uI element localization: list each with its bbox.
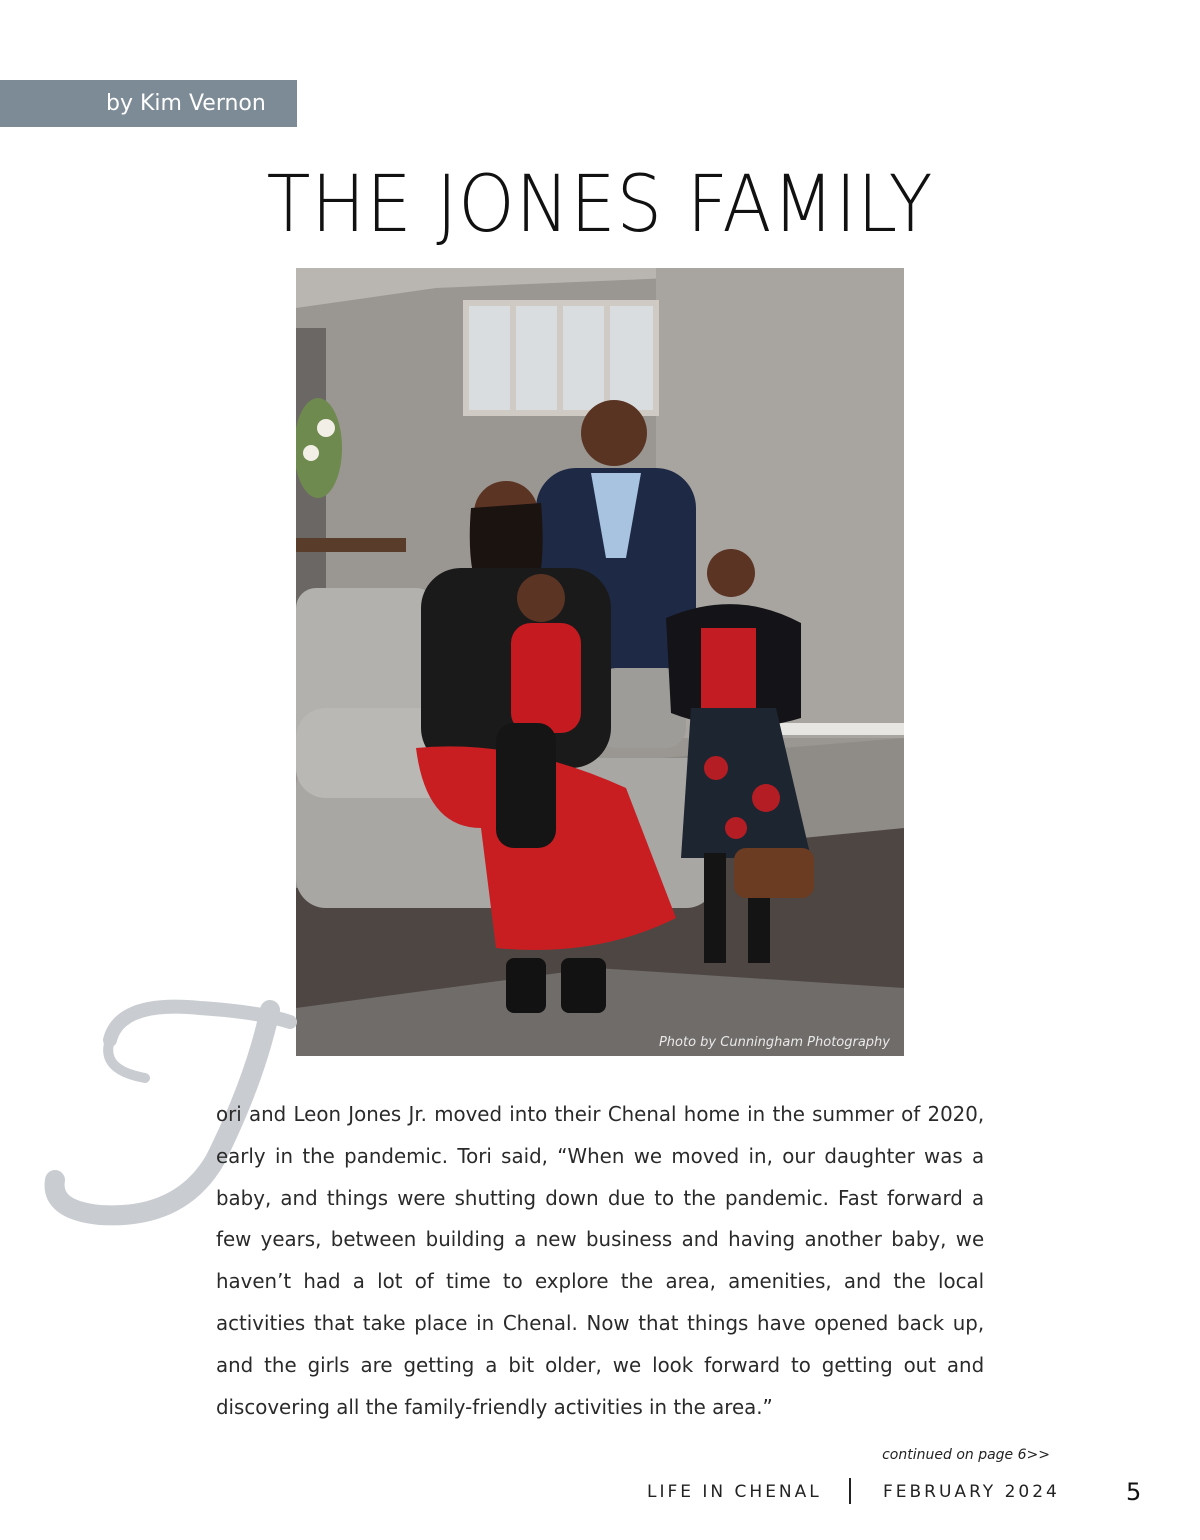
page-footer — [0, 1478, 1200, 1508]
family-photo — [296, 268, 904, 1056]
article-title: THE JONES FAMILY — [266, 160, 934, 250]
issue-date: FEBRUARY 2024 — [883, 1482, 1060, 1502]
family-photo-illustration — [296, 268, 904, 1056]
byline: by Kim Vernon — [0, 80, 297, 127]
magazine-name: LIFE IN CHENAL — [647, 1482, 822, 1502]
footer-divider — [849, 1478, 851, 1504]
photo-credit: Photo by Cunningham Photography — [658, 1035, 890, 1050]
article-body — [216, 1094, 984, 1428]
continued-note: continued on page 6>> — [882, 1447, 1050, 1463]
page-number: 5 — [1126, 1478, 1142, 1506]
article-paragraph: ori and Leon Jones Jr. moved into their Chenal home in the summer of 2020, early in the pandemic. Tori said, “When we moved in, our daughter was a baby, and things were shutting down due to the pandemic. Fast forward a few years, between building a new business and having another baby, we haven’t had a lot of time to explore the area, amenities, and the local activities that take place in Chenal. Now that things have opened back up, and the girls are getting a bit older, we look forward to getting out and discovering all the family-friendly activities in the area.” — [216, 1102, 985, 1419]
